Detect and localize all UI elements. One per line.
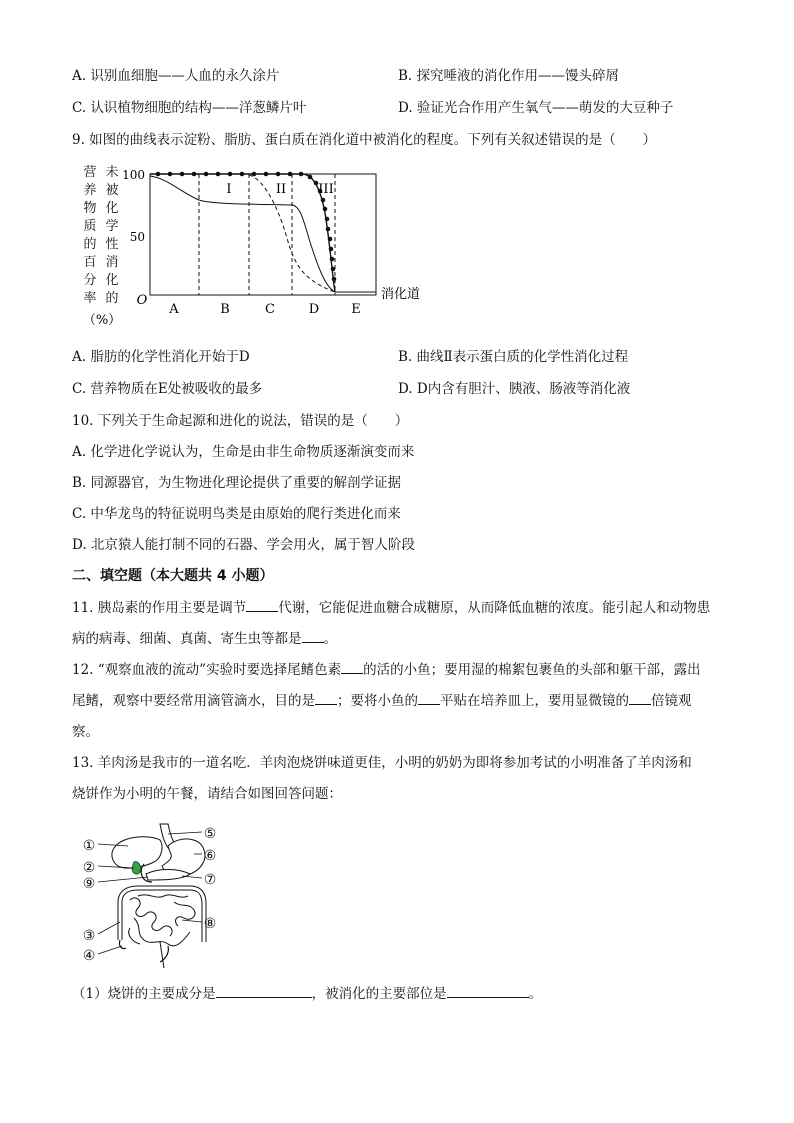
x-axis-label: 消化道: [381, 287, 421, 302]
ylabel-char: 未: [105, 165, 119, 180]
q9-option-c: C. 营养物质在E处被吸收的最多: [72, 381, 263, 397]
label-8: ⑧: [203, 916, 217, 932]
ylabel-char: 养: [83, 183, 97, 198]
ylabel-char: 分: [83, 273, 97, 288]
ylabel-char: 化: [105, 201, 119, 216]
label-4: ④: [82, 948, 96, 964]
answer-blank[interactable]: [447, 985, 529, 998]
q9-stem: 9. 如图的曲线表示淀粉、脂肪、蛋白质在消化道中被消化的程度。下列有关叙述错误的是（ ）: [72, 132, 657, 148]
q12-line-3: 察。: [72, 724, 99, 740]
curve-i: [150, 176, 376, 292]
ylabel-unit: （%）: [82, 313, 122, 328]
ylabel-char: 物: [83, 201, 97, 216]
segment-label-a: A: [169, 302, 179, 317]
answer-blank[interactable]: [216, 985, 312, 998]
label-5: ⑤: [203, 826, 217, 842]
segment-label-c: C: [265, 302, 275, 317]
q12-line-1: 12. “观察血液的流动”实验时要选择尾鳍色素 的活的小鱼；要用湿的棉絮包裹鱼的头部和躯干部，露出: [72, 662, 701, 678]
label-1: ①: [82, 838, 96, 854]
q10-option-d: D. 北京猿人能打制不同的石器、学会用火，属于智人阶段: [72, 537, 415, 553]
q10-option-a: A. 化学进化学说认为，生命是由非生命物质逐渐演变而来: [72, 444, 415, 460]
q13-sub1: （1）烧饼的主要成分是 ，被消化的主要部位是 。: [72, 986, 543, 1002]
ylabel-char: 化: [105, 273, 119, 288]
answer-blank[interactable]: [341, 661, 363, 674]
ylabel-char: 学: [105, 219, 119, 234]
q8-option-d: D. 验证光合作用产生氧气——萌发的大豆种子: [398, 100, 674, 116]
ylabel-char: 率: [83, 291, 97, 306]
q9-option-d: D. D内含有胆汁、胰液、肠液等消化液: [398, 381, 631, 397]
digestive-system-figure: [78, 822, 248, 972]
label-6: ⑥: [203, 848, 217, 864]
label-7: ⑦: [203, 872, 217, 888]
ylabel-char: 质: [83, 219, 97, 234]
answer-blank[interactable]: [418, 692, 440, 705]
answer-blank[interactable]: [246, 599, 278, 612]
answer-blank[interactable]: [302, 630, 324, 643]
q8-option-c: C. 认识植物细胞的结构——洋葱鳞片叶: [72, 100, 307, 116]
q9-option-b: B. 曲线Ⅱ表示蛋白质的化学性消化过程: [398, 349, 629, 365]
ylabel-char: 性: [105, 237, 119, 252]
q13-line-2: 烧饼作为小明的午餐，请结合如图回答问题：: [72, 786, 342, 802]
y-tick-100: 100: [122, 168, 145, 182]
ylabel-char: 百: [83, 255, 97, 270]
q10-stem: 10. 下列关于生命起源和进化的说法，错误的是（ ）: [72, 413, 409, 429]
y-tick-50: 50: [129, 230, 145, 244]
segment-label-d: D: [308, 302, 320, 317]
label-9: ⑨: [82, 876, 96, 892]
section-title: 二、填空题（本大题共 4 小题）: [72, 568, 274, 584]
segment-label-e: E: [351, 302, 361, 317]
ylabel-char: 的: [83, 237, 97, 252]
ylabel-char: 营: [83, 165, 97, 180]
q10-option-c: C. 中华龙鸟的特征说明鸟类是由原始的爬行类进化而来: [72, 506, 401, 522]
curve-label-iii: III: [318, 182, 334, 197]
q11-line-1: 11. 胰岛素的作用主要是调节 代谢，它能促进血糖合成糖原，从而降低血糖的浓度。能引起人和动物患: [72, 600, 711, 616]
answer-blank[interactable]: [629, 692, 651, 705]
answer-blank[interactable]: [315, 692, 337, 705]
ylabel-char: 被: [105, 183, 119, 198]
label-3: ③: [82, 928, 96, 944]
q13-line-1: 13. 羊肉汤是我市的一道名吃．羊肉泡烧饼味道更佳，小明的奶奶为即将参加考试的小明准备了羊肉汤和: [72, 755, 692, 771]
curve-label-ii: II: [275, 182, 287, 197]
label-2: ②: [82, 860, 96, 876]
q9-option-a: A. 脂肪的化学性消化开始于D: [72, 349, 250, 365]
curve-label-i: I: [226, 182, 232, 197]
curve-iii-dots: [156, 172, 337, 282]
q10-option-b: B. 同源器官，为生物进化理论提供了重要的解剖学证据: [72, 475, 402, 491]
ylabel-char: 消: [105, 255, 119, 270]
y-axis-label: [83, 164, 118, 306]
digestion-curve-chart: [72, 158, 432, 328]
origin-label: O: [136, 293, 148, 308]
q8-option-b: B. 探究唾液的消化作用——馒头碎屑: [398, 68, 620, 84]
ylabel-char: 的: [105, 291, 119, 306]
q12-line-2: 尾鳍，观察中要经常用滴管滴水，目的是 ；要将小鱼的 平贴在培养皿上，要用显微镜的 倍镜观: [72, 693, 692, 709]
q8-option-a: A. 识别血细胞——人血的永久涂片: [72, 68, 280, 84]
segment-label-b: B: [220, 302, 230, 317]
pancreas-shape: [146, 870, 190, 881]
q11-line-2: 病的病毒、细菌、真菌、寄生虫等都是 。: [72, 631, 337, 647]
